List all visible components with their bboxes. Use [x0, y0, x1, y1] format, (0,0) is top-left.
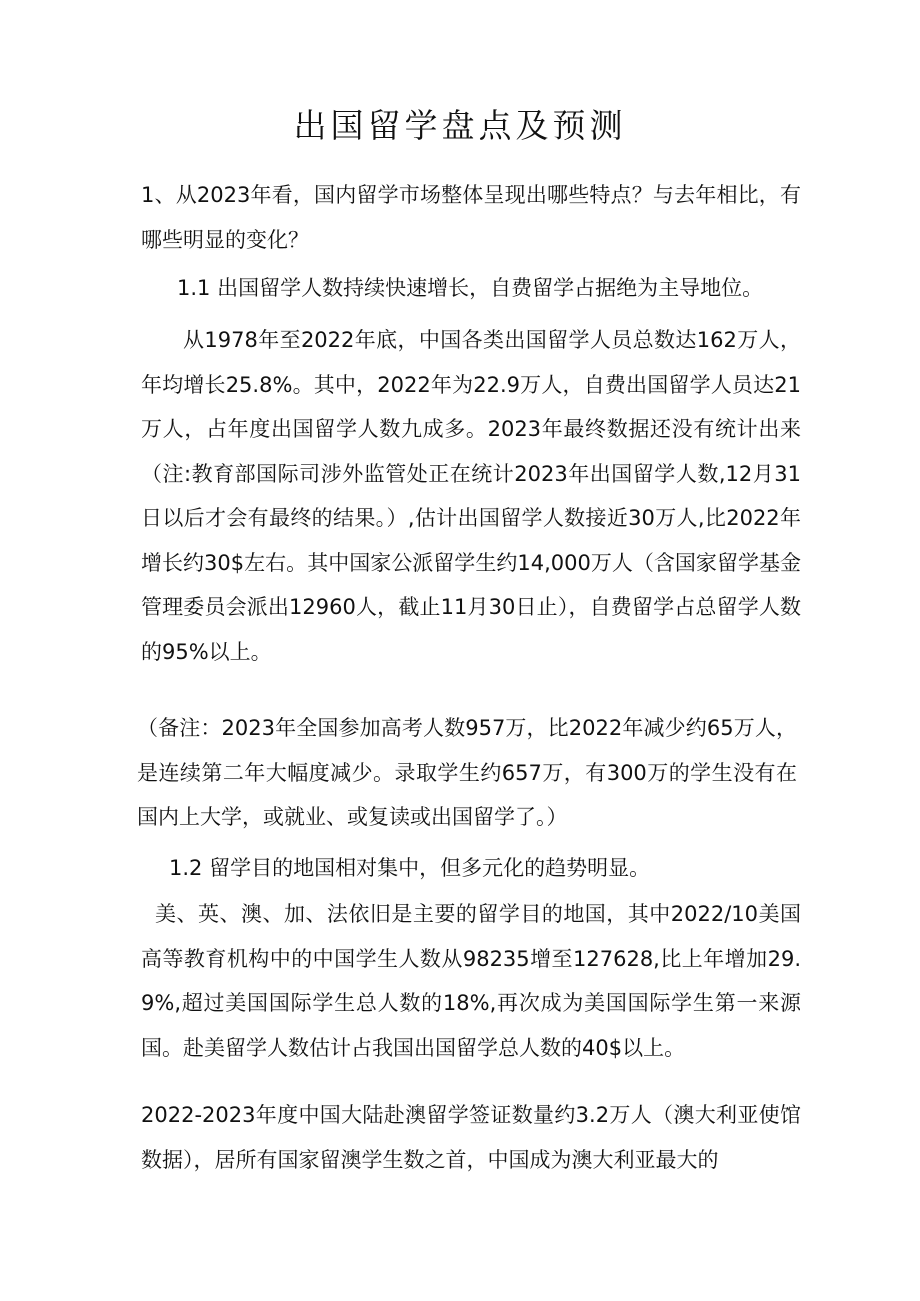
document-title: 出国留学盘点及预测 [293, 106, 627, 145]
paragraph-1: 从1978年至2022年底，中国各类出国留学人员总数达162万人，年均增长25.8%。其中，2022年为22.9万人，自费出国留学人员达21万人，占年度出国留学人数九成多。2023年最终数据还没有统计出来（注:教育部国际司涉外监管处正在统计2023年出国留学人数,12月31日以后才会有最终的结果。）,估计出国留学人数接近30万人,比2022年增长约30$左右。其中国家公派留学生约14,000万人（含国家留学基金管理委员会派出12960人，截止11月30日止），自费留学占总留学人数的95%以上。 [141, 328, 801, 664]
paragraph-2: 美、英、澳、加、法依旧是主要的留学目的地国，其中2022/10美国高等教育机构中的中国学生人数从98235增至127628,比上年增加29.9%,超过美国国际学生总人数的18%,再次成为美国国际学生第一来源国。赴美留学人数估计占我国出国留学总人数的40$以上。 [141, 902, 801, 1060]
note-paragraph: （备注：2023年全国参加高考人数957万，比2022年减少约65万人，是连续第二年大幅度减少。录取学生约657万，有300万的学生没有在国内上大学，或就业、或复读或出国留学了。） [137, 716, 797, 829]
section-heading-1-2: 1.2 留学目的地国相对集中，但多元化的趋势明显。 [169, 856, 651, 880]
section-heading-1-1: 1.1 出国留学人数持续快速增长，自费留学占据绝为主导地位。 [177, 276, 764, 300]
question-1: 1、从2023年看，国内留学市场整体呈现出哪些特点？与去年相比，有哪些明显的变化？ [141, 183, 801, 252]
paragraph-3: 2022-2023年度中国大陆赴澳留学签证数量约3.2万人（澳大利亚使馆数据），居所有国家留澳学生数之首，中国成为澳大利亚最大的 [141, 1103, 801, 1172]
